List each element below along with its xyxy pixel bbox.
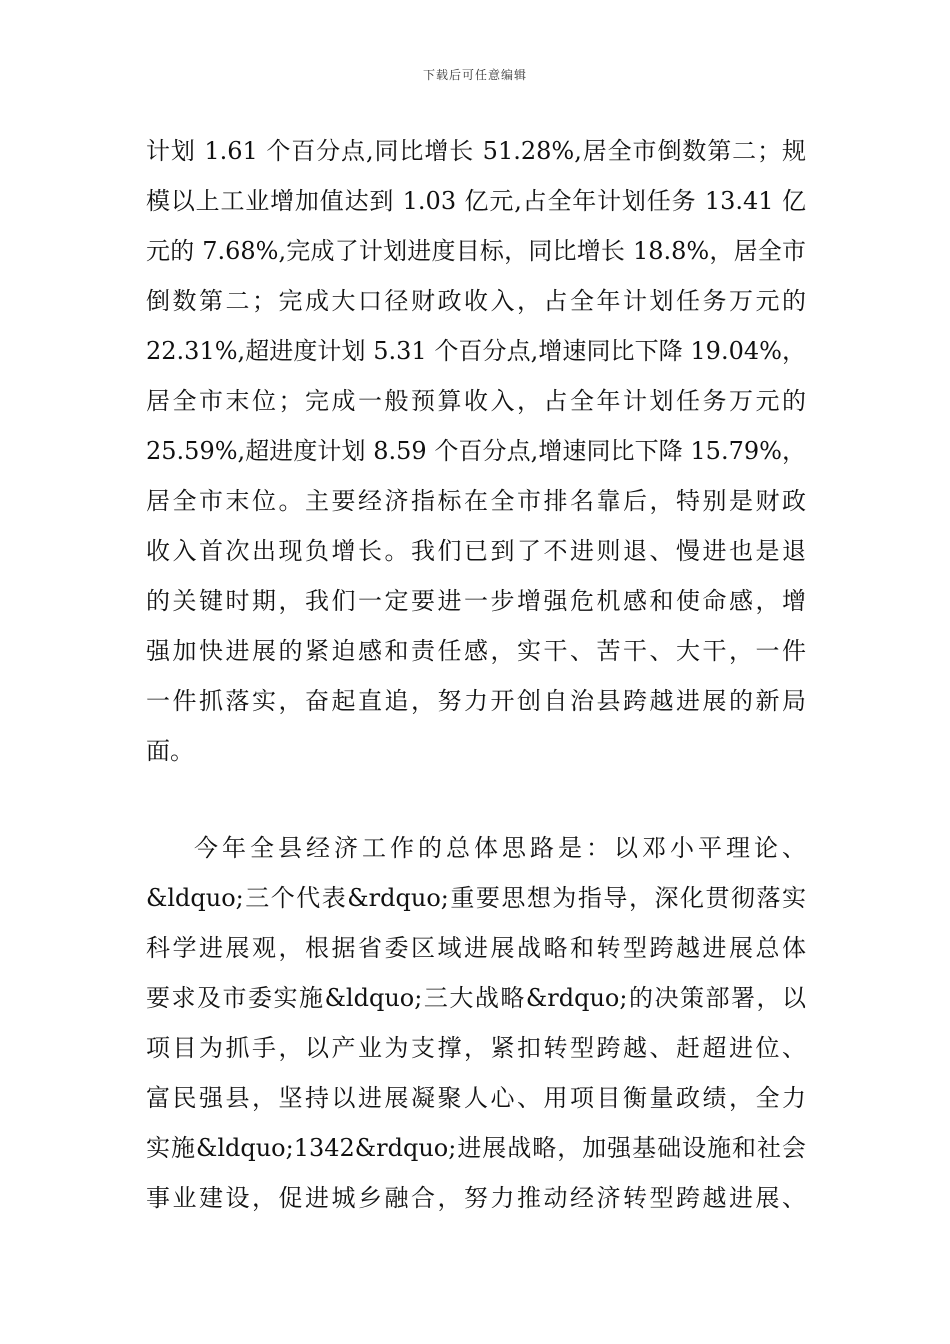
text-line: 收入首次出现负增长。我们已到了不进则退、慢进也是退 (146, 537, 806, 565)
text-line: 的关键时期，我们一定要进一步增强危机感和使命感，增 (146, 587, 806, 615)
text-line: 居全市末位。主要经济指标在全市排名靠后，特别是财政 (146, 487, 806, 515)
text-line: 面。 (146, 737, 194, 765)
page-header: 下载后可任意编辑 (422, 68, 527, 82)
text-line: 计划 1.61 个百分点,同比增长 51.28%,居全市倒数第二；规 (146, 137, 806, 165)
text-line: 强加快进展的紧迫感和责任感，实干、苦干、大干，一件 (146, 637, 806, 665)
text-line: 项目为抓手，以产业为支撑，紧扣转型跨越、赶超进位、 (146, 1034, 806, 1062)
text-line: 科学进展观，根据省委区域进展战略和转型跨越进展总体 (146, 934, 806, 962)
text-line: 倒数第二；完成大口径财政收入，占全年计划任务万元的 (146, 287, 806, 315)
text-line: 要求及市委实施&ldquo;三大战略&rdquo;的决策部署，以 (146, 984, 806, 1012)
text-line: 模以上工业增加值达到 1.03 亿元,占全年计划任务 13.41 亿 (146, 187, 806, 215)
text-line: &ldquo;三个代表&rdquo;重要思想为指导，深化贯彻落实 (146, 884, 806, 912)
text-line: 居全市末位；完成一般预算收入，占全年计划任务万元的 (146, 387, 806, 415)
text-line: 富民强县，坚持以进展凝聚人心、用项目衡量政绩，全力 (146, 1084, 806, 1112)
text-line: 今年全县经济工作的总体思路是：以邓小平理论、 (194, 834, 806, 862)
text-line: 一件抓落实，奋起直追，努力开创自治县跨越进展的新局 (146, 687, 806, 715)
paragraph-overall-approach (146, 823, 806, 1223)
text-line: 25.59%,超进度计划 8.59 个百分点,增速同比下降 15.79%， (146, 437, 806, 465)
text-line: 事业建设，促进城乡融合，努力推动经济转型跨越进展、 (146, 1184, 806, 1212)
text-line: 22.31%,超进度计划 5.31 个百分点,增速同比下降 19.04%， (146, 337, 806, 365)
paragraph-economic-indicators (146, 126, 806, 776)
text-line: 元的 7.68%,完成了计划进度目标，同比增长 18.8%，居全市 (146, 237, 806, 265)
text-line: 实施&ldquo;1342&rdquo;进展战略，加强基础设施和社会 (146, 1134, 806, 1162)
